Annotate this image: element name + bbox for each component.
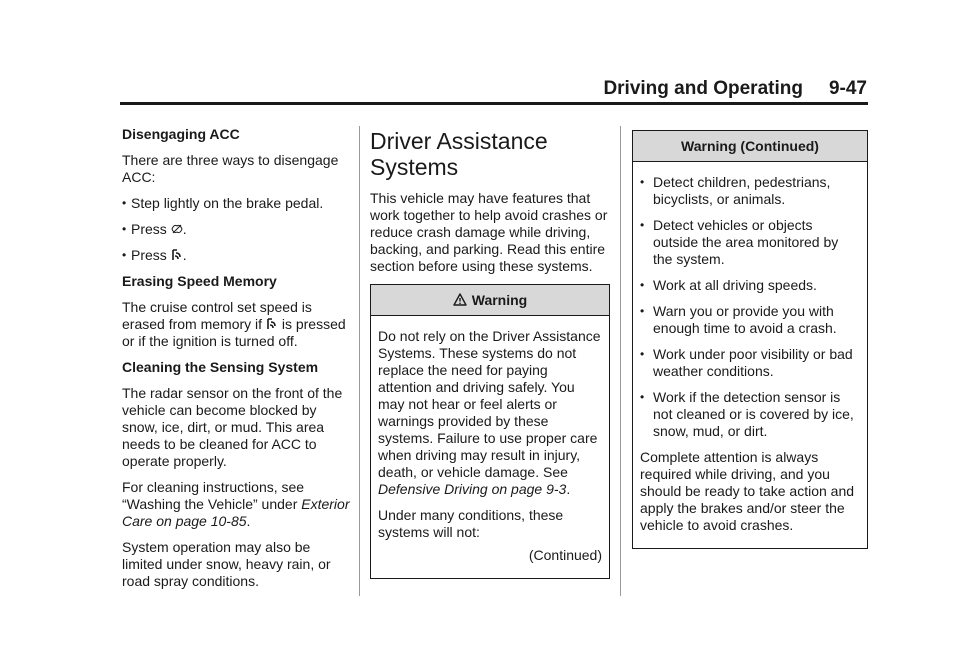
cancel-icon [171,223,183,235]
list-item: • Warn you or provide you with enough time to avoid a crash. [640,303,860,337]
text-run: is pressed or if the ignition is turned off. [122,316,346,349]
column-middle [370,126,610,579]
list-item: • Detect children, pedestrians, bicyclists, or animals. [640,174,860,208]
warning-paragraph [378,328,602,498]
paragraph-attention: Complete attention is always required while driving, and you should be ready to take action and apply the brakes and/or steer the vehicle to avoid crashes. [640,449,855,533]
page-number: 9-47 [828,78,867,99]
text-run: . [246,513,251,529]
paragraph-instructions [122,479,350,530]
cruise-icon [171,249,183,261]
list-item [122,221,350,238]
warning-paragraph: Under many conditions, these systems will not: [378,507,564,540]
list-item-text: Step lightly on the brake pedal. [131,195,324,211]
column-divider [359,126,360,596]
section-heading: Driver Assistance Systems [370,128,548,180]
disengage-list [122,195,350,264]
list-item [122,247,350,264]
section-title: Driving and Operating [603,78,803,99]
limitations-list [640,174,860,440]
list-item: • Detect vehicles or objects outside the area monitored by the system. [640,217,860,268]
text-run: Do not rely on the Driver Assistance Systems. These systems do not replace the need for paying attention and driving safely. You may not hear or feel alerts or warnings provided by these systems. Failure to use proper care when driving may result in injury, death, or vehicle damage. See [378,328,601,480]
paragraph-clean: The radar sensor on the front of the vehicle can become blocked by snow, ice, dirt, or mud. This area needs to be cleaned for ACC to operate properly. [122,385,343,469]
text-run: For cleaning instructions, see “Washing the Vehicle” under [122,479,305,512]
text-run: . [566,481,571,497]
warning-body [371,316,609,578]
heading-erasing: Erasing Speed Memory [122,273,277,289]
cross-reference-link[interactable]: Exterior Care on page 10-85 [122,496,350,529]
column-divider [620,126,621,596]
warning-box-continued [632,130,868,549]
header-rule [120,102,868,105]
paragraph-erase [122,299,350,350]
warning-label: Warning [471,292,528,308]
list-item: • Work at all driving speeds. [640,277,860,294]
list-item-text: Press [131,247,167,263]
list-item: • Work under poor visibility or bad weather conditions. [640,346,860,380]
paragraph-intro: This vehicle may have features that work together to help avoid crashes or reduce crash damage while driving, backing, and parking. Read this entire section before using these systems. [370,190,608,274]
warning-box [370,284,610,579]
list-item [122,195,350,212]
cruise-icon [266,318,278,330]
list-item: • Work if the detection sensor is not cleaned or is covered by ice, snow, mud, or dirt. [640,389,860,440]
paragraph-limited: System operation may also be limited under snow, heavy rain, or road spray conditions. [122,539,331,589]
list-item-text: Press [131,221,167,237]
continued-label: (Continued) [528,547,602,563]
warning-header [371,285,609,316]
column-left [122,126,350,599]
list-item-suffix: . [182,247,187,263]
heading-cleaning: Cleaning the Sensing System [122,359,319,375]
heading-disengaging: Disengaging ACC [122,126,240,142]
paragraph-ways: There are three ways to disengage ACC: [122,152,339,185]
cross-reference-link[interactable]: Defensive Driving on page 9-3 [378,481,567,497]
text-run: The cruise control set speed is erased from memory if [122,299,312,332]
list-item-suffix: . [182,221,187,237]
column-right [632,126,868,549]
warning-header: Warning (Continued) [633,131,867,162]
warning-icon [453,293,467,306]
warning-body [633,162,867,548]
page-header [0,78,867,100]
